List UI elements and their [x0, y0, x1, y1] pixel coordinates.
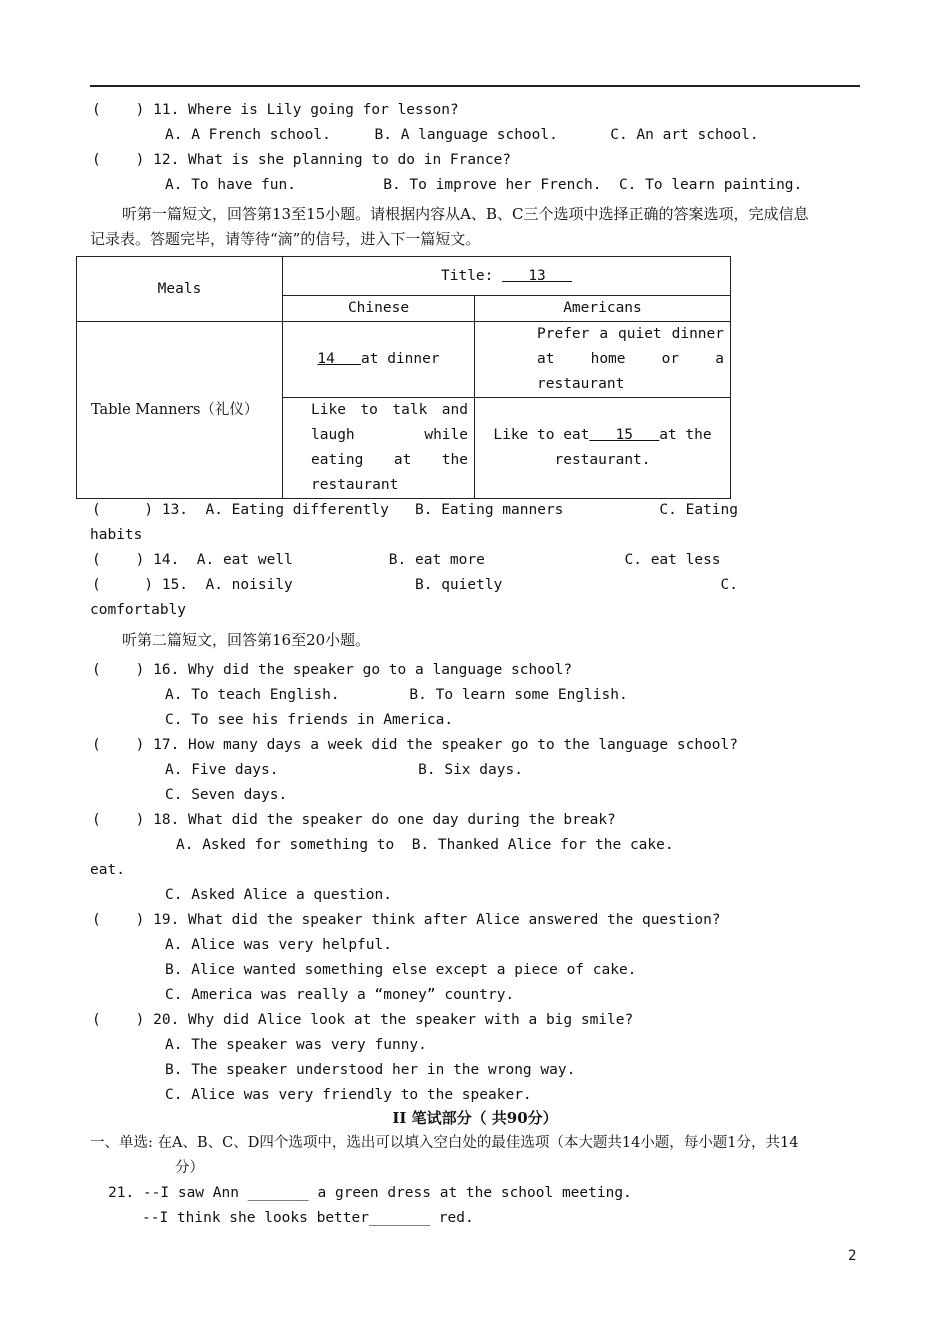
meals-label-cell	[77, 257, 283, 322]
table-manners-label-cell	[77, 322, 283, 499]
col-chinese-header: Chinese	[283, 296, 475, 322]
table-manners-label: Table Manners（礼仪）	[91, 401, 259, 418]
meals-chinese-text: at dinner	[361, 351, 440, 367]
meals-chinese-cell	[283, 322, 475, 398]
question-17-stem: ( ) 17. How many days a week did the speaker go to the language school?	[92, 737, 739, 753]
question-16-option-c: C. To see his friends in America.	[165, 712, 454, 728]
question-13-line-1: ( ) 13. A. Eating differently B. Eating manners C. Eating	[92, 502, 739, 518]
question-19-option-b: B. Alice wanted something else except a piece of cake.	[165, 962, 637, 978]
question-19-option-c: C. America was really a “money” country.	[165, 987, 515, 1003]
meals-americans-cell: Prefer a quiet dinner at home or a restaurant	[475, 322, 731, 398]
info-record-table	[76, 256, 731, 499]
question-21-line-1: 21. --I saw Ann _______ a green dress at the school meeting.	[108, 1185, 632, 1201]
part-1-instruction-line-1: 一、单选: 在A、B、C、D四个选项中，选出可以填入空白处的最佳选项（本大题共14小题，每小题1分，共14	[90, 1135, 799, 1151]
question-19-stem: ( ) 19. What did the speaker think after Alice answered the question?	[92, 912, 721, 928]
question-13-line-2: habits	[90, 527, 143, 543]
instruction-1-line-2: 记录表。答题完毕，请等待“滴”的信号，进入下一篇短文。	[90, 230, 481, 248]
question-20-stem: ( ) 20. Why did Alice look at the speaker with a big smile?	[92, 1012, 634, 1028]
question-18-option-ab: A. Asked for something to B. Thanked Alice for the cake.	[176, 837, 674, 853]
title-label: Title:	[441, 267, 494, 284]
manners-americans-cell	[475, 398, 731, 499]
question-16-stem: ( ) 16. Why did the speaker go to a language school?	[92, 662, 573, 678]
instruction-2: 听第二篇短文，回答第16至20小题。	[122, 631, 371, 649]
question-17-option-ab: A. Five days. B. Six days.	[165, 762, 523, 778]
manners-americans-pre: Like to eat	[493, 427, 590, 443]
blank-15: 15	[589, 427, 660, 443]
title-blank: 13	[502, 267, 572, 284]
question-20-option-b: B. The speaker understood her in the wrong way.	[165, 1062, 576, 1078]
manners-americans-post: at the restaurant.	[554, 427, 712, 468]
title-cell	[283, 257, 731, 296]
question-17-option-c: C. Seven days.	[165, 787, 288, 803]
question-11-stem: ( ) 11. Where is Lily going for lesson?	[92, 102, 459, 118]
meals-label: Meals	[157, 280, 202, 297]
question-15-line-2: comfortably	[90, 602, 187, 618]
header-rule	[90, 85, 860, 87]
manners-chinese-cell: Like to talk and laugh while eating at the restaurant	[283, 398, 475, 499]
question-20-option-a: A. The speaker was very funny.	[165, 1037, 427, 1053]
question-19-option-a: A. Alice was very helpful.	[165, 937, 392, 953]
question-18-option-a-continued: eat.	[90, 862, 125, 878]
question-21-line-2: --I think she looks better_______ red.	[142, 1210, 474, 1226]
question-12-options: A. To have fun. B. To improve her French. C. To learn painting.	[165, 177, 803, 193]
question-14-line-1: ( ) 14. A. eat well B. eat more C. eat less	[92, 552, 721, 568]
question-12-stem: ( ) 12. What is she planning to do in France?	[92, 152, 512, 168]
question-20-option-c: C. Alice was very friendly to the speaker.	[165, 1087, 532, 1103]
question-11-options: A. A French school. B. A language school. C. An art school.	[165, 127, 759, 143]
part-1-instruction-line-2: 分）	[175, 1160, 204, 1176]
page-number: 2	[848, 1248, 857, 1264]
question-18-option-c: C. Asked Alice a question.	[165, 887, 392, 903]
instruction-1-line-1: 听第一篇短文，回答第13至15小题。请根据内容从A、B、C三个选项中选择正确的答案选项，完成信息	[122, 205, 809, 223]
question-18-stem: ( ) 18. What did the speaker do one day during the break?	[92, 812, 616, 828]
question-15-line-1: ( ) 15. A. noisily B. quietly C.	[92, 577, 739, 593]
blank-14: 14	[317, 351, 362, 367]
question-16-option-ab: A. To teach English. B. To learn some English.	[165, 687, 628, 703]
col-americans-header: Americans	[475, 296, 731, 322]
section-2-title: II 笔试部分（ 共90分）	[392, 1109, 558, 1127]
